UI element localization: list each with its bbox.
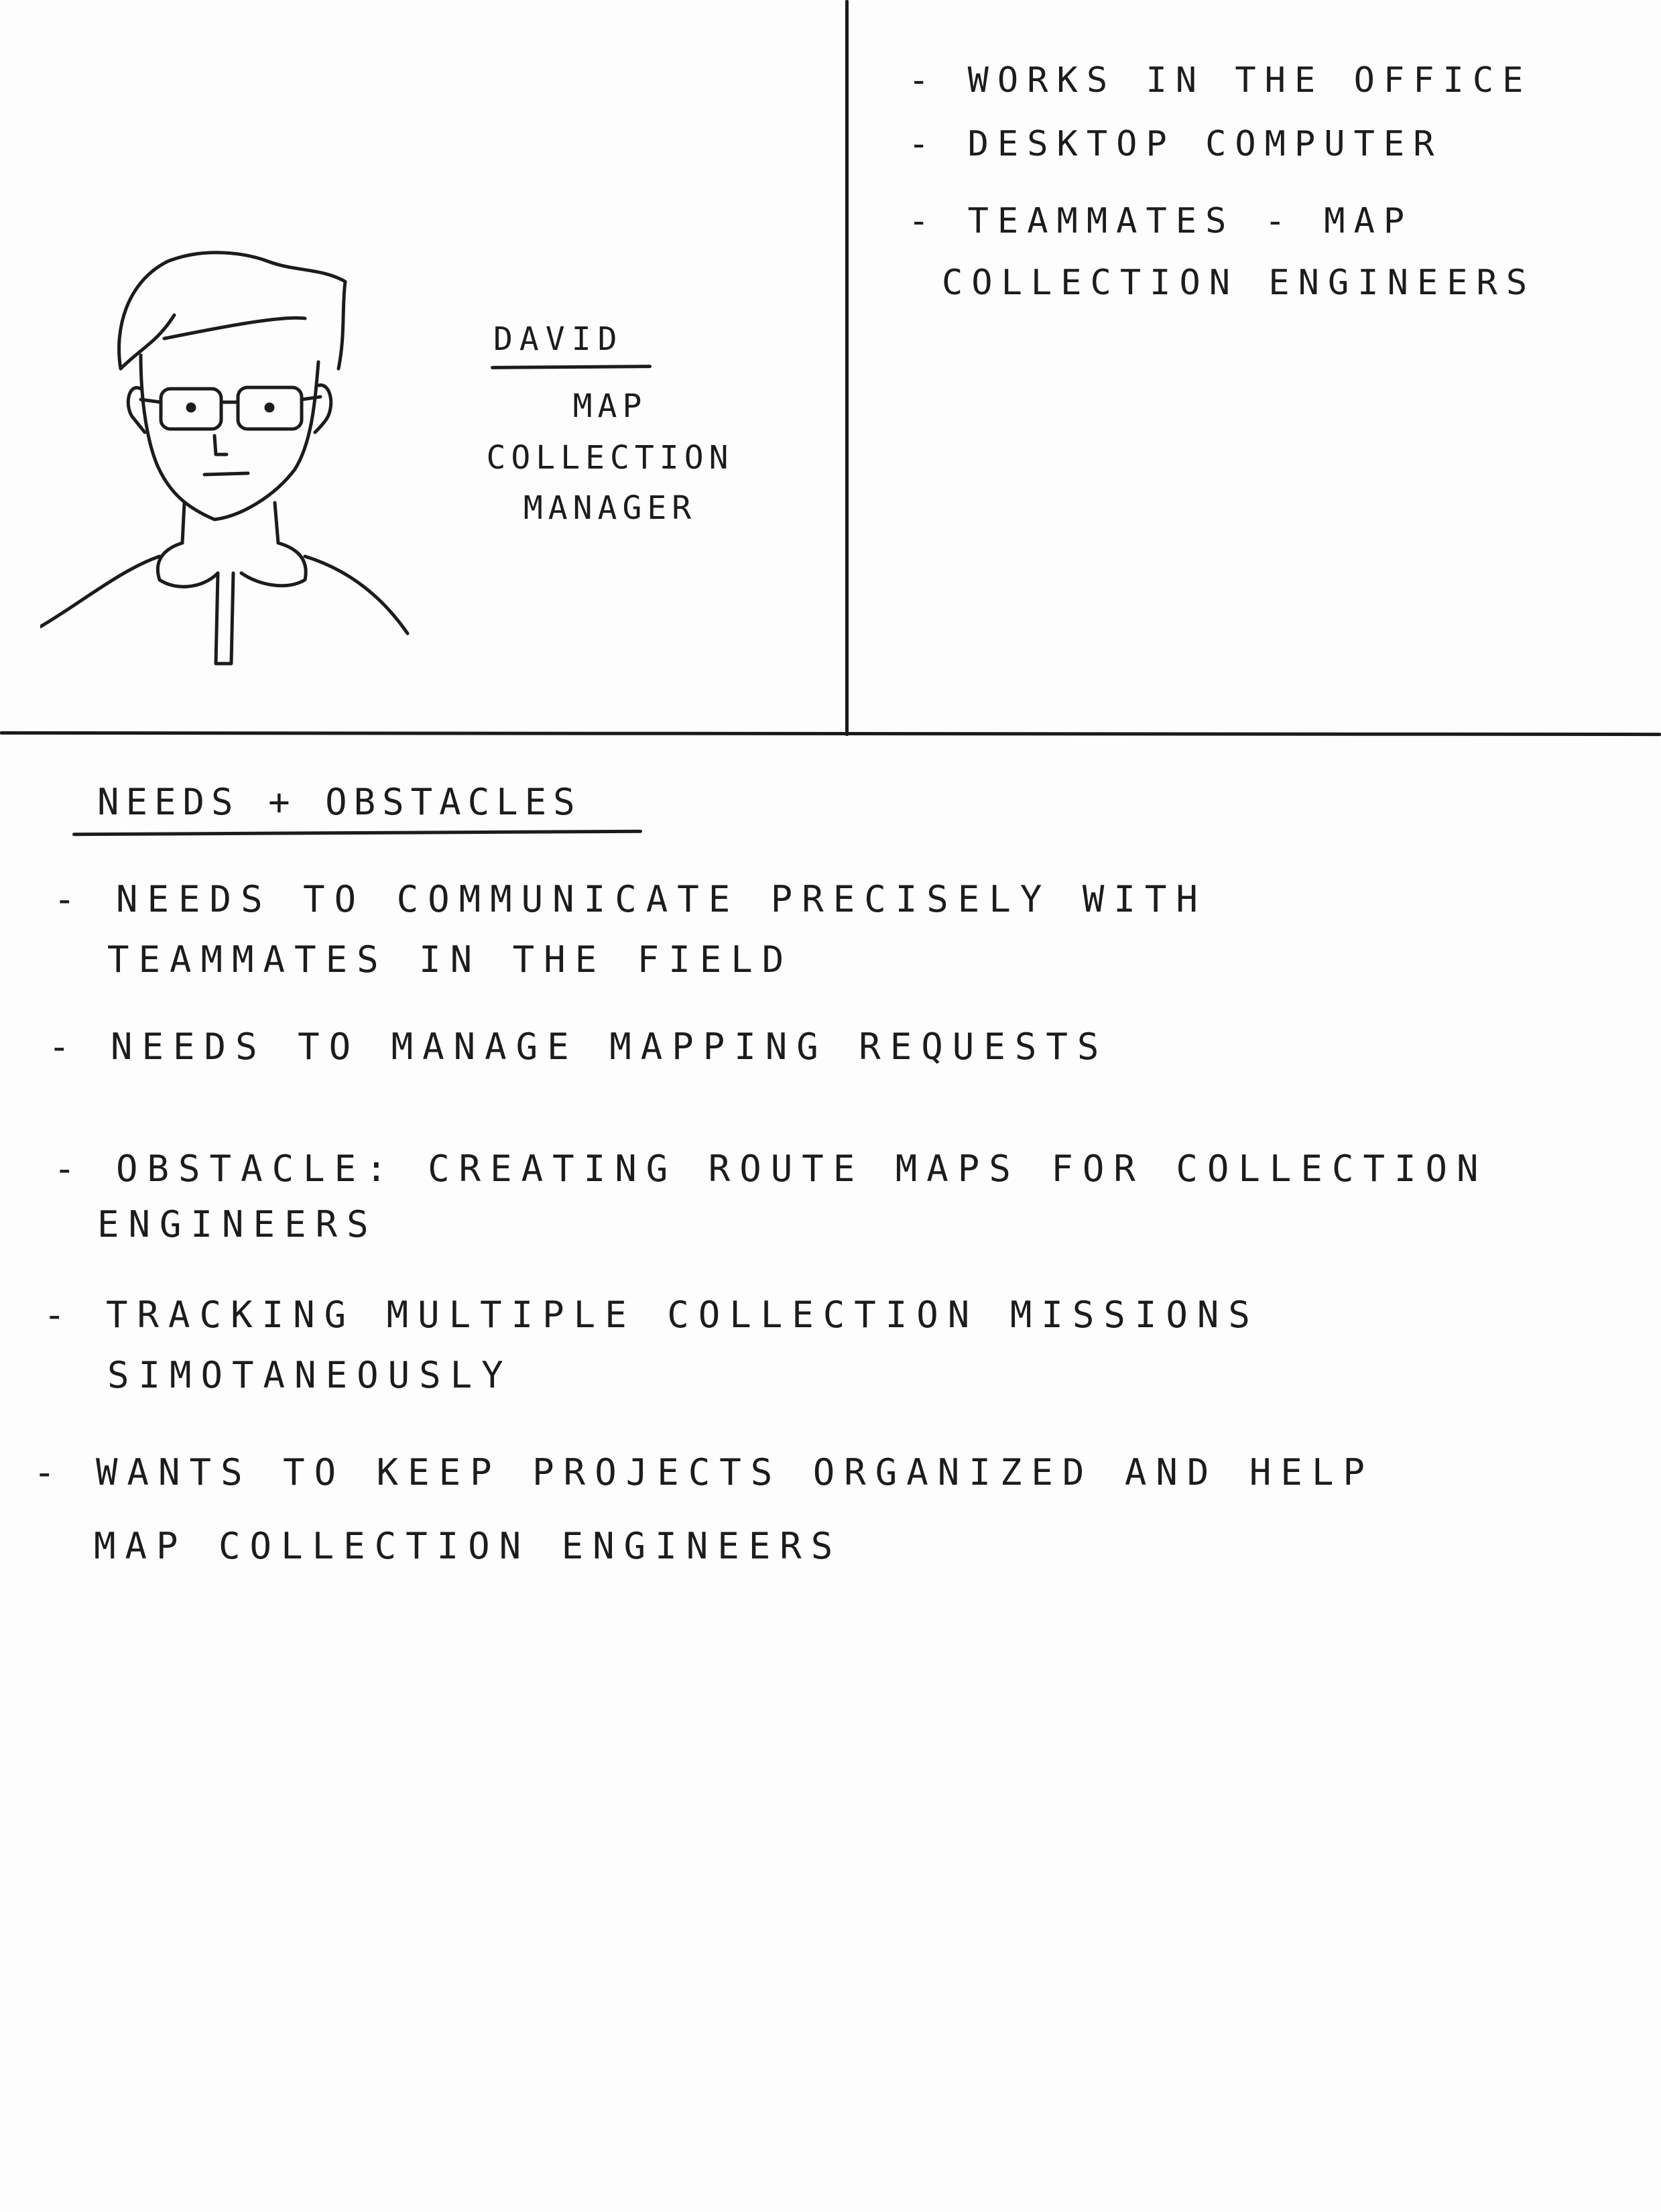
needs-line: - NEEDS TO MANAGE MAPPING REQUESTS — [48, 1026, 1109, 1068]
persona-name: DAVID — [493, 320, 624, 358]
needs-line: MAP COLLECTION ENGINEERS — [94, 1525, 843, 1567]
vertical-divider — [845, 0, 849, 736]
context-item: - DESKTOP COMPUTER — [908, 124, 1443, 164]
needs-line: - TRACKING MULTIPLE COLLECTION MISSIONS — [44, 1294, 1259, 1336]
persona-name-underline — [491, 365, 652, 369]
context-item: - TEAMMATES - MAP — [908, 201, 1414, 241]
needs-line: - WANTS TO KEEP PROJECTS ORGANIZED AND HELP — [34, 1451, 1374, 1493]
persona-role-line: COLLECTION — [486, 439, 734, 477]
needs-line: - NEEDS TO COMMUNICATE PRECISELY WITH — [54, 878, 1207, 920]
context-item-continued: COLLECTION ENGINEERS — [942, 263, 1536, 303]
persona-role-line: MAP — [572, 387, 648, 425]
needs-title-underline — [72, 830, 642, 836]
needs-section-title: NEEDS + OBSTACLES — [97, 781, 582, 823]
needs-line: - OBSTACLE: CREATING ROUTE MAPS FOR COLLECTION — [54, 1148, 1488, 1190]
needs-line: SIMOTANEOUSLY — [107, 1354, 513, 1396]
persona-role-line: MANAGER — [523, 489, 697, 527]
horizontal-divider — [0, 731, 1661, 736]
needs-line: TEAMMATES IN THE FIELD — [107, 938, 794, 981]
needs-line: ENGINEERS — [97, 1203, 378, 1245]
person-sketch-icon — [40, 241, 429, 677]
context-item: - WORKS IN THE OFFICE — [908, 60, 1532, 101]
